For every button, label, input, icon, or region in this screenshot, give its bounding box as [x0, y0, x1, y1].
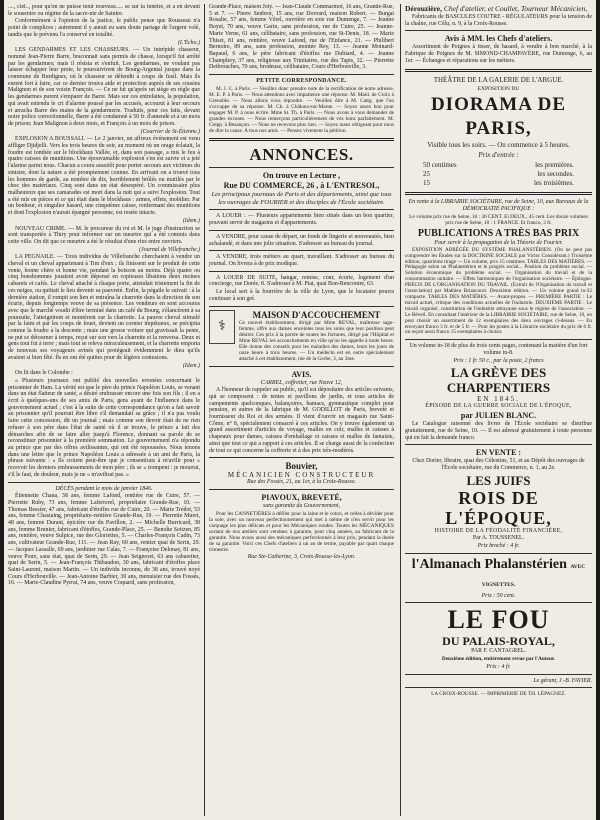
correspondance-title: PETITE CORRESPONDANCE. [256, 78, 347, 85]
deces-title: DÉCÈS pendant le mois de janvier 1846. [55, 485, 153, 492]
ad-maison-accouchement [209, 310, 394, 363]
bouvier-address: Rue des Fossés, 21, au 1er, à la Croix-Rousse. [246, 479, 357, 486]
price-list [405, 161, 592, 188]
almanach-title: l'Almanach Phalanstérien [411, 556, 567, 572]
divider [405, 192, 592, 195]
publications-subtitle: Pour servir à la propagation de la Théorie de Fourier. [434, 240, 563, 247]
divider [209, 457, 394, 458]
divider [209, 250, 394, 251]
le-fou-title: LE FOU [447, 605, 550, 635]
price-label: les premières. [535, 161, 574, 170]
divider [405, 674, 592, 675]
greve-episode: ÉPISODE DE LA GUERRE SOCIALE DE L'ÉPOQUE, [425, 403, 572, 410]
source-credit: (Journal de Villefranche.) [139, 246, 200, 253]
lecture-address: Rue DU COMMERCE, 26 , à L'ENTRESOL, [223, 181, 380, 191]
greve-year: EN 1845. [477, 395, 520, 404]
column-advertising [400, 4, 592, 816]
divider [405, 444, 592, 445]
price-label: les troisièmes. [533, 179, 574, 188]
divider [209, 271, 394, 272]
divider [405, 30, 592, 31]
price-row [405, 161, 592, 170]
palais-edition: Deuxième édition, entièrement revue par l'Auteur. [441, 656, 556, 663]
palais-price: Prix : 4 fr. [486, 663, 511, 670]
divider [209, 209, 394, 210]
almanach-price: Prix : 50 cent. [481, 592, 516, 599]
piavoux-title: PIAVOUX, BREVETÉ, [261, 492, 342, 502]
divider [405, 602, 592, 603]
bouvier-subtitle: MÉCANICIEN CONSTRUCTEUR [227, 471, 376, 480]
juifs-title: LES JUIFS [466, 472, 531, 488]
greve-author: par JULIEN BLANC. [460, 411, 537, 421]
divider [8, 482, 200, 483]
article-nouveau-crime: NOUVEAU CRIME. — M. le procureur du roi et M. le juge d'instruction se sont transportés à Thiry pour informer sur un meurtre qui a été commis dans cette ville. On dit que ce meurtre a été le résultat d'une rixe entre ouvriers. [8, 225, 200, 245]
divider [209, 74, 394, 75]
derouziere-text: Fabricants de BASCULES COUTRE - RÉGULATEURS pour la tension de la chaîne, rue Célu, n. 9, à la Croix-Rousse. [405, 14, 592, 27]
piavoux-subtitle: sans garantie du Gouvernement, [263, 502, 340, 509]
lecture-heading: On trouve en Lecture , [262, 171, 341, 181]
source-credit: (L'Écho.) [177, 39, 200, 46]
ad-louer-fourriere: Le local sert à la fourrière de la ville de Lyon, que le locataire pourra continuer à son gré. [209, 289, 394, 302]
article-pegnaile: LA PEGNAILE. — Trois individus de Villefranche cherchaient à vendre un cheval et un cheval appartenant à Tim d'eux ; ils finissent sur le produit de cette vente, bonne chère et bonne vie, pendant la boisson au moins. Déjà quatre ou cinq bonshommes jouaient avoir dépensé en copieuses libations deux moines cabarets et cafés. Le cheval attaché à chaque porte, attendait tristement la fin de ces neiges, ou quittait le lieu devenir sa pauvreté. Enfin, la pégaile le suivait : à la dernière station, il rompit son lien et entraîna la charrette dans la direction de son écurie, depuis longtemps veuve de sa présence. Les vendeurs en sont accourus avec que le marché voudit d'être terminé dans un café du Bourg, s'élancèrent à sa poursuite, l'atteignirent et montèrent sur la charrette. La pauvre cheval stimulé par la faim et par les coups de fouet, devient un cornier impétueux, se précipita comme la foudre à la descente ; mais une grosse voiture qui gravissait la pente, ne put se détourner à temps, reçut sur son vers la charrette et la renversa. Deux et gens tout fut à terre ; mais tout se releva miraculeusement, et la charrette emporta de nouveau ses voyageurs avinés qui protégeait évidemment le dieu qu'ils avaient si bien fêté. Ils en ont été quittes pour de légères contusions. [8, 254, 200, 361]
column-announcements [204, 4, 394, 816]
lecture-text: Les principaux journaux de Paris et des départements, ainsi que tous les ouvrages de FOURIER et des disciples de l'École sociétaire. [211, 191, 392, 206]
catalogue-text: Le Catalogue raisonné des livres de l'École sociétaire se distribue gratuitement, rue de Seine, 10. — Il est adressé gratuitement à toute personne qui en fait la demande franco. [405, 421, 592, 441]
price-row [405, 179, 592, 188]
rois-author: Par A. TOUSSENEL. [472, 535, 525, 542]
deces-continued: Grande-Place, maison Joly. — Jean-Claude Commarmot, 16 ans, Grande-Rue, 5 et 7. — Pierre Senbrot, 15 ans, rue Dovrard, maison Robert. — Burgat Rosalie, 57 ans, femme Vérel, ouvrière en soie rue Dumenge, 7. — Jeanne Boyet, 70 ans, veuve Garin, sans profession, rue de Cuire, 25. — Jeanne-Marie Verne, 61 ans, célibataire, sans profession, rue St-Denis, 18. — Marie Thiset, 81 ans, rentière, veuve Lafond, rue de l'Enfance, 21. — Philibert Bernoire, 89 ans, sans profession, montée Rey, 13. — Jeanne Moinard-Bapaud, 6 ans, le père fabricant d'étoffes rue Dubiard, 4. — Jeanne Champlery, 37 ans, religieuse aux Trinitaires, rue des Tapis, 32. — Pierrette Detbrouches, 70 ans, brodeuse, célibataire, Cours d'Herbouville, 3. [209, 4, 394, 71]
price-amount: 50 centimes [423, 161, 457, 170]
engraving-icon: ⚕ [209, 310, 235, 344]
article-explosion: EXPLOSION A BOUSSALI. — Le 2 janvier, un affreux événement est venu affliger Djidjelli. Vers les trois heures du soir, au moment où un orage éclatait, la foudre est tombée sur le blockhaus Vallée, et, dans son passage, a mis le feu à quatre caisses de munitions. Une épouvantable explosion s'en est suivie et a jeté l'alarme parmi nous. Chacun a couru aussitôt pour porter secours aux victimes du sinistre, dont la nature a été promptement connue. En arrivant on a trouvé tous les hommes de garde, au nombre de dix, horriblement brûlés ou mutilés par le choc des matériaux. Cinq sont dans un état désespéré. Un commissaire plus malheureux que ses camarades est mort dans la nuit qui a suivi l'explosion. Tout a été mis en pièces et ce qui était dans le blockhaus : armes, effets, mobilier. Par un bonheur, et singulier hasard, une cinquième caisse, renfermant des munitions et dont l'explosion n'aurait épargné personne, est restée intacte. [8, 136, 200, 217]
diorama-hours: Visible tous les soirs. — On commence à 5 heures. [427, 141, 570, 150]
ad-vendre-metiers: A VENDRE, trois métiers au quart, travaillant. S'adresser au bureau du journal. On livrera à de prix modique. [209, 254, 394, 267]
newspaper-page [4, 0, 596, 820]
palais-author: PAR F. CANTAGREL. [471, 648, 526, 655]
vente-intro: En vente à la LIBRAIRIE SOCIÉTAIRE, rue de Seine, 10, aux Bureaux de la DÉMOCRATIE PACIFIQUE : [408, 199, 589, 212]
en-vente-text: Chez Dorier, libraire, quai des Célestins, 51, et au Dépôt des ouvrages de l'École sociétaire, rue du Commerce, n. 1, au 2e. [412, 458, 585, 471]
article-text: ...., ciel.., pour qu'on ne puisse tenir nouveau..... se sur la fenêtre, et a en devant le sousentre ou régime de la sacre-nie de Saintre. [8, 4, 200, 17]
piavoux-address: Rue Ste-Catherine, 3, Croix-Rousse-les-Lyon. [247, 553, 356, 560]
almanach-suffix: AVEC VIGNETTES. [481, 563, 586, 588]
avis-title: AVIS. [291, 369, 312, 379]
publications-text: EXPOSITION ABRÉGÉE DU SYSTÈME PHALANSTÉRIEN. (On ne peut pas comprendre les Études sur la DOCTRINE SOCIALE par Victor Considérant.) Troisième édition, quatrième tirage — Un volume, prix 15 centimes. TABLES DES MATIÈRES. — Pédagogie selon un Phalanstérien et le progrès social... Position du problème social. — Solution économique du problème social. — Organisation du travail et de la consommation unitaire. — Effets harmoniques de l'organisation sociétaire. — Épilogue. PRÉCIS DE L'ORGANISATION DU TRAVAIL. (Extrait de l'Organisation du travail et l'association) par Mathieu Briancourt. Deuxième édition. — Un volume grand in-32 compacte. TABLES DES MATIÈRES. — Avant-propos. — PREMIÈRE PARTIE : Le travail actuel, critique des conditions actuelles de l'industrie. DEUXIÈME PARTIE : Le travail organisé, constitution de l'industrie attrayante sous le régime de l'association. — Le Réveil. En consultant l'intérieur de la LIBRAIRIE SOCIÉTAIRE, rue de Seine, 10, on peut choisir un assortiment de 12 exemplaires des deux ouvrages ci-dessus. — En envoyant franco 3 fr. et de 5 fr. — Pour les postes à la Librairie sociétaire du prix de 6 fr. on reçoit aussi franco 15 exemplaires à choisir. [405, 246, 592, 336]
divider [209, 167, 394, 168]
volume-price: Prix : 1 fr. 50 c., par la poste, 2 francs [453, 357, 544, 364]
price-row [405, 170, 592, 179]
column-news [8, 4, 200, 816]
deces-list: Étiennette Chana, 38 ans, femme Lafond, rentière rue de Cuire, 57. — Pierrette Ruby, 73 ans, femme Laferrerel, propriétaire Grande-Rue, 10. — Thomas Bessier, 47 ans, fabricant d'étoffes rue de Cuire, 20. — Marie Trédot, 53 ans, femme Chastaing, propriétaire-rentière Grande-Rue, 19. — Pierrette Muret, 48 ans, femme Durant, épicière rue du Pavillon, 2. — Michelle Burricard, 38 ans, femme Brunier, fabricant d'étoffes, Grande-Place, 25. — Benoîte Seitzen, 85 ans, rentière, veuve Sulpice, rue des Gloriettes, 5. — Charles-François Cadin, 73 ans, cultivateur Grande-Rue, 111. — Jean Ray, 60 ans, rentier quai de Serin, 29. — Jacques Lassalle, 69 ans, jardinier rue Calas, 7. — Françoise Delonay, 81 ans, veuve Poux, sans état, quai de Serin, 29. — Jean Seignoret, 63 ans cabaretier, quai de Serin, 5. — Jean-François Thibaudon, 30 ans, fabricant d'étoffes place Saint-Laurent, maison Martin. — Un individu inconnu, de 38 ans, trouvé noyé Cours d'Herbouville. — Jean-Antoine Barbier, 30 ans, menuisier rue des Fossés, 16. — Marie-Claudine Pyrrat, 74 ans, veuve Coquard, sans profession, [8, 493, 200, 587]
price-amount: 15 [423, 179, 430, 188]
avis-carrel: CARREL, coffretier, rue Neuve 12, [260, 379, 343, 386]
divider [405, 339, 592, 340]
divider [405, 553, 592, 554]
theatre-title: THÉÂTRE DE LA GALERIE DE L'ARGUE. [433, 75, 564, 84]
ad-louer: A LOUER : — Plusieurs appartements bien situés dans un bon quartier, pouvant servir de magasins et d'appartements. [209, 213, 394, 227]
article-gendarmes: LES GENDARMES ET LES CHASSEURS. — Un intrépide chasseur, nommé Jean-Pierre Barre, braconnait sans permis de chasse, lorsqu'il fut arrêté par les gendarmes; mais il résista et s'enfuit. Les gendarmes, ne voulant pas laisser échapper leur proie, le poursuivirent de Bourg-Argental jusque dans la commune de Burdignes, où le chasseur se défendit à coups de fusil. Mais ils eurent fort à faire, car ce dernier trouva aide et protection auprès de ses cousins Malignon et de son voisin François. — Ce ne fut qu'après un siège en règle que les gendarmes purent s'emparer de Barre. Mais sur ces entrefaites, la population, qui avait entendu le cri d'alarme poussé par les accusés, accourut à leur secours et arracha Barre des mains de la gendarmerie. Traduits, pour ces faits, devant notre police correctionnelle, Barre a été condamné à 50 fr. d'amende et à un mois de prison; Jean Malignon à deux mois, et François à un mois de prison. [8, 47, 200, 127]
divider [209, 306, 394, 307]
derouziere-rest: Chef d'atelier, et Coullet, Tourneur Mécanicien, [443, 4, 588, 13]
annonces-title: ANNONCES. [249, 145, 354, 165]
price-amount: 25 [423, 170, 430, 179]
avis-chefs-title: Avis à MM. les Chefs d'ateliers. [444, 34, 553, 44]
price-label: les secondes. [537, 170, 574, 179]
avis-chefs-text: Assortiment de Poignes à tisser, de hasard, à vendre à bon marché, à la Fabrique de Poignes de M. SIMOND-CHAMPAVÈRE, rue Dumenge, 6, au 1er. — Échanges et réparations sur les métiers. [405, 44, 592, 64]
divider [405, 687, 592, 688]
rois-price: Prix broché : 4 fr. [477, 543, 520, 550]
bouvier-title: Bouvier, [285, 461, 318, 472]
source-credit: (Idem.) [182, 362, 200, 369]
maison-text: Ce nouvel établissement, dirigé par Mme REVAL, maîtresse sage-femme, offre aux dames enceintes tous les soins que leur position peut désirer. Ces prix à la portée de toutes les fortunes, dirigé par l'Hôpital et Mme REVAL les accouchements en ville qu'on les appelle à toute heure. Elle donne des conseils pour les maladies des dames, leurs les jours de onze heure à trois heures. — Un médecin est en outre spécialement attaché à cet établissement, rue de la Gerbe, 3, au 3me. [239, 319, 394, 362]
theatre-subtitle: EXPOSITION DU [477, 85, 520, 92]
vente-prices: Le volume prix rue de Seine, 10 : 30 CENT. El DEUX., 45 cent. Les douze volumes prix rue de Seine, 10 : 1 FRANCE. Et franco, 3 fr. [409, 213, 588, 227]
article-text: Conformément à l'opinion de la justice, le public pense que Rousseau n'a point de complices ; autrement il y aurait eu sans doute partage de l'argent volé, tandis que le prévenu l'a conservé en totalité. [8, 18, 200, 38]
source-credit: (Idem.) [182, 217, 200, 224]
avis-text: A l'honneur de rappeler au public, qu'il est dépositaire des articles suivants, qui se composent : de tentes et pavillons de jardin, et tous articles de campements quelconques, balançoires, hamacs, gymnastique complet pour pension, et autres de la fabrique de M. GODILLOT de Paris, breveté et fournisseur du Roi et des armées. Il vient d'ouvrir un magasin rue Saint-Côme, n° 8, spécialement consacré à ces articles. On y trouve également un grand assortiment d'articles de voyage, malles en cuir, malles et caisses à chapeaux pour dames, caisses d'emballage et caisses et malles de fantaisie, ainsi que tout ce qui a rapport à ces articles. Il se charge aussi de la confection de tout ce qui concerne la coffrerie et à des prix très-modérés. [209, 387, 394, 454]
en-vente-title: EN VENTE : [475, 448, 522, 458]
divider [209, 230, 394, 231]
divider [209, 489, 394, 490]
gerant: Le gérant, J.-B. FAVIER. [533, 677, 592, 684]
derouziere-name: Dérouzière, [405, 4, 442, 13]
article-prince: « Plusieurs journaux ont publié des nouvelles erronées concernant le prisonnier de Ham. La vérité est que le père du prince Napoléon Louis, se venant dans un état flatteur de santé, a désiré embrasser encore une fois son fils ; il en a écrit à quelques-uns de ses amis de Paris, gens ayant de l'influence dans le gouvernement actuel ; c'est à la suite de cette correspondance qu'on a fait savoir au prisonnier qu'il pourrait être libre s'il demandait sa grâce ; il n'a pas voulu faire cette concession, dit un journal ; mais comme son devoir était de ne rien refuser à son père dans l'état de santé où il se trouve, le prince a fait des démarches afin de se faire aller jusqu'à Florence, donnant sa parole de se reconstituer prisonnier à la première sommation. Le gouvernement n'a répondu au prince que par des offres avilissantes, qui ont été repoussées. Nous tenons dans une lettre que le prince Napoléon Louis a adressée à un ami de Paris, la phrase suivante : « Ils croient peut-être que je consentirais à m'avilir pour « recevoir les derniers embrassements de mon père ; ils se « trompent : je mourrai, s'il le faut, de douleur, mais je ne « m'avilirai pas. » [8, 377, 200, 478]
article-intro: On lit dans le Colombe : [15, 370, 73, 377]
correspondance-text: M. J. C. à Paris. — Veuillez donc prendre note de la rectification de notre adresse. M. E. P. à Paris. — Nous attendons avec impatience une réponse. M. Maid. de Croix à Grenoble. — Nous allons vous répondre. — Veuillez dire à M. Cattg. que l'on s'occuppe de sa réponse. M. Ch. à Châlons-sur-Marne. — Soyez assez bon pour engager M. P. à nous écrire. Mme St. Th. à Paris. — Nous avons à vous demander de grandes excuses. — Nous remerçons particulièrement de vos bons parfaitement. M. Crepp. à Besançon. — Nous ne recevons plus rien. — Soyez assez obligeant pour nous de dire la cause. A tous nos amis. — Pensez vivement la pétition. [209, 85, 394, 135]
piavoux-text: Pour les CANNETIÈRES à défiler pour la laine et le coton, et celles à dévider pour la soie, avec un nouveau perfectionnement qui met à même de n'en servir pour les carquage les plus délicats et pour les Mécaniques rondes. Toutes les MÉCANIQUES sortant de nos ateliers sont vendues à garantie, pour cinq années, au fabricant de la garantie. Nous avons aussi des mécaniques perfectionnés à leur prix, pendant la durée de sa garantie. Voici ces Chefs d'ateliers à un an de terme, payable par quart chaque trimestre. [209, 510, 394, 553]
rois-subtitle: HISTOIRE DE LA FÉODALITÉ FINANCIÈRE, [434, 527, 563, 534]
ad-louer-hangar: A LOUER DE SUITE, hangar, remise, cour, écurie, logement d'un concierge, rue Dorée, 8. S'adresser à M. Piat, quai Bon-Rencontre, 63. [209, 274, 394, 288]
palais-royal-title: DU PALAIS-ROYAL, [442, 634, 555, 649]
diorama-title: DIORAMA DE PARIS, [430, 94, 567, 140]
greve-title: LA GRÈVE DES CHARPENTIERS [446, 365, 551, 396]
divider [209, 366, 394, 367]
source-credit: (Courrier de St-Étienne.) [140, 128, 200, 135]
ad-vendre-lingerie: A VENDRE, pour cause de départ, un fonds de lingerie et nouveautés, bien achalandé, et dans une jolie situation. S'adresser au bureau du journal. [209, 233, 394, 247]
rois-title: ROIS DE L'ÉPOQUE, [445, 487, 552, 528]
maison-title: MAISON D'ACCOUCHEMENT [252, 309, 381, 320]
imprimerie: LA CROIX-ROUSSE. — IMPRIMERIE DE TH. LÉPAGNEZ. [431, 691, 566, 698]
volume-text: Un volume in-18 de plus de trois cents pages, contenant la matière d'un fort volume in-8. [409, 343, 588, 357]
divider [405, 69, 592, 72]
prix-entree: Prix d'entrée : [478, 151, 519, 160]
publications-title: PUBLICATIONS A TRÈS BAS PRIX [417, 228, 580, 240]
divider [209, 138, 394, 141]
